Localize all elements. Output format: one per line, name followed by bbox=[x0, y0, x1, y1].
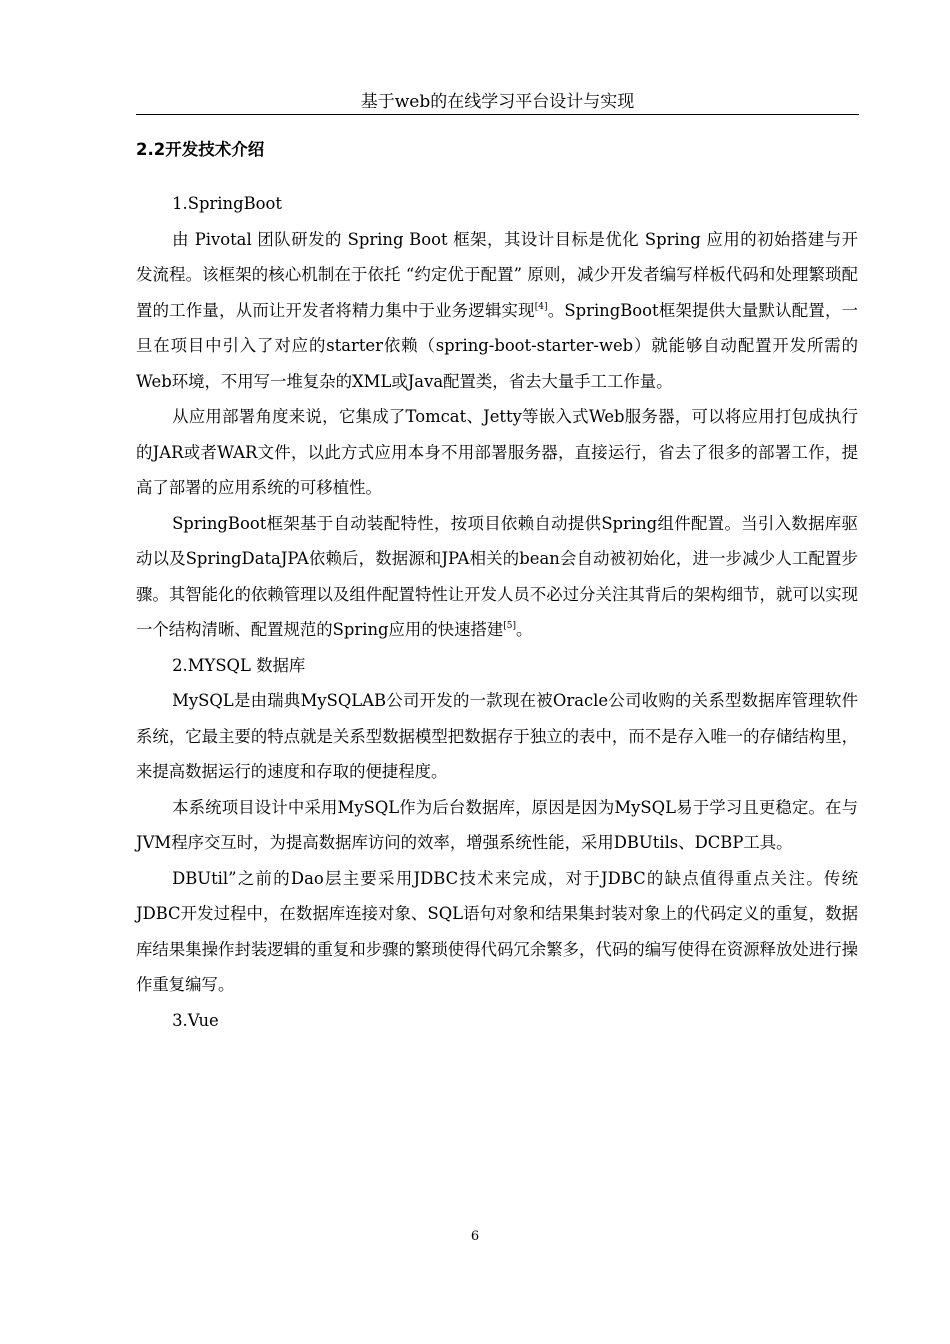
page-header-title: 基于web的在线学习平台设计与实现 bbox=[360, 92, 635, 112]
header-divider bbox=[136, 114, 859, 115]
subsection-heading-vue: 3.Vue bbox=[172, 1010, 219, 1030]
citation: [5] bbox=[503, 621, 517, 631]
paragraph: DBUtil”之前的Dao层主要采用JDBC技术来完成，对于JDBC的缺点值得重点关注。传统JDBC开发过程中，在数据库连接对象、SQL语句对象和结果集封装对象上的代码定义的重复，数据库结果集操作封装逻辑的重复和步骤的繁琐使得代码冗余繁多，代码的编写使得在资源释放处进行操作重复编写。 bbox=[136, 868, 858, 994]
paragraph: 从应用部署角度来说，它集成了Tomcat、Jetty等嵌入式Web服务器，可以将应用打包成执行的JAR或者WAR文件，以此方式应用本身不用部署服务器，直接运行，省去了很多的部署工作，提高了部署的应用系统的可移植性。 bbox=[136, 407, 858, 497]
page-number: 6 bbox=[470, 1229, 480, 1244]
citation: [4] bbox=[534, 301, 548, 312]
paragraph-text: 。SpringBoot框架提供大量默认配置，一旦在项目中引入了对应的starter依赖（spring-boot-starter-web）就能够自动配置开发所需的Web环境，不用写一堆复杂的XML或Java配置类，省去大量手工工作量。 bbox=[136, 300, 858, 391]
paragraph: 本系统项目设计中采用MySQL作为后台数据库，原因是因为MySQL易于学习且更稳定。在与JVM程序交互时，为提高数据库访问的效率，增强系统性能，采用DBUtils、DCBP工具。 bbox=[136, 797, 858, 852]
paragraph-text: 由 Pivotal 团队研发的 Spring Boot 框架，其设计目标是优化 Spring 应用的初始搭建与开发流程。该框架的核心机制在于依托 “约定优于配置” 原则，减少开发者编写样板代码和处理繁琐配置的工作量，从而让开发者将精力集中于业务逻辑实现 bbox=[136, 229, 858, 320]
paragraph-text: SpringBoot框架基于自动装配特性，按项目依赖自动提供Spring组件配置。当引入数据库驱动以及SpringDataJPA依赖后，数据源和JPA相关的bean会自动被初始化，进一步减少人工配置步骤。其智能化的依赖管理以及组件配置特性让开发人员不必过分关注其背后的架构细节，就可以实现一个结构清晰、配置规范的Spring应用的快速搭建 bbox=[136, 513, 858, 639]
subsection-heading-springboot: 1.SpringBoot bbox=[172, 194, 282, 213]
document-body bbox=[136, 186, 858, 1038]
section-title: 2.2开发技术介绍 bbox=[136, 140, 265, 159]
paragraph: MySQL是由瑞典MySQLAB公司开发的一款现在被Oracle公司收购的关系型数据库管理软件系统，它最主要的特点就是关系型数据模型把数据存于独立的表中，而不是存入唯一的存储结构里，来提高数据运行的速度和存取的便捷程度。 bbox=[136, 691, 858, 781]
subsection-heading-mysql: 2.MYSQL 数据库 bbox=[172, 655, 306, 675]
paragraph bbox=[136, 506, 858, 648]
paragraph-text: 。 bbox=[516, 620, 533, 639]
paragraph bbox=[136, 222, 858, 400]
